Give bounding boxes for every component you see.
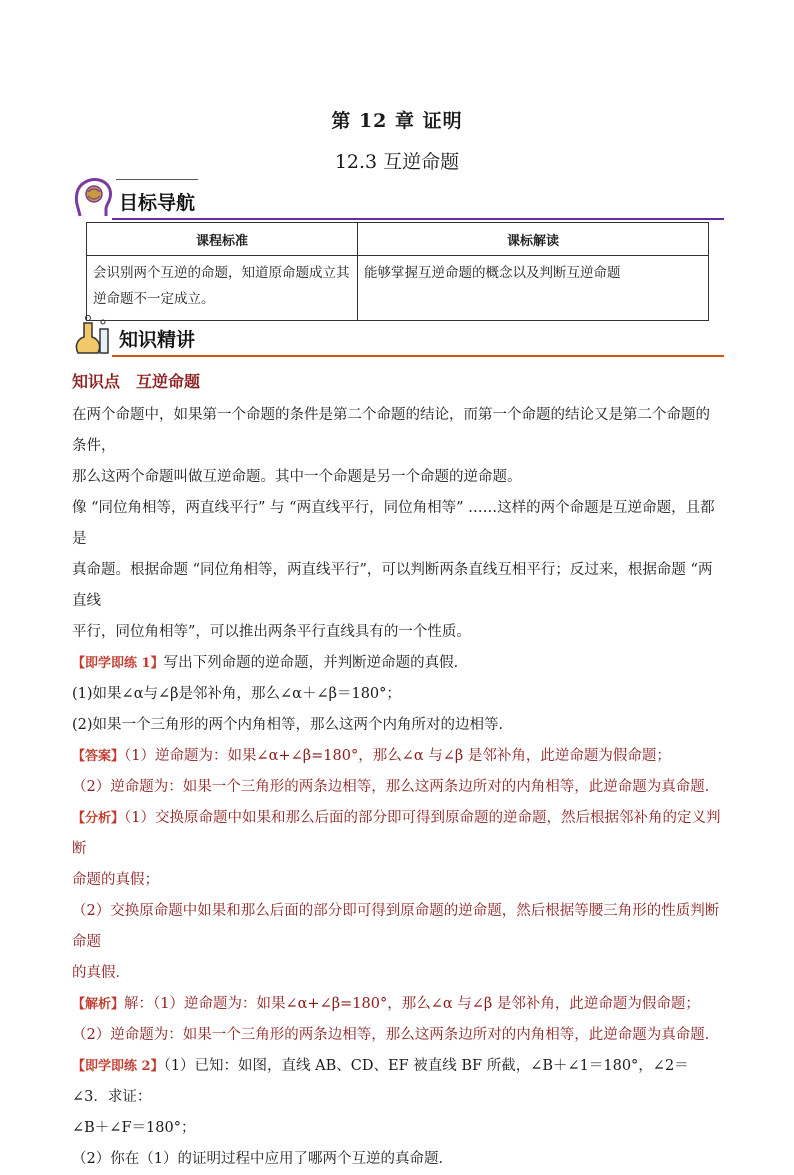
knowledge-point-title xyxy=(72,364,724,400)
knowledge-point-name: 互逆命题 xyxy=(136,372,201,391)
chapter-title: 第 12 章 证明 xyxy=(331,110,463,132)
example-line-1: 像 “同位角相等，两直线平行” 与 “两直线平行，同位角相等” ……这样的两个命题是互逆命题，且都是 xyxy=(72,500,715,547)
answer-line-2: （2）逆命题为：如果一个三角形的两条边相等，那么这两条边所对的内角相等，此逆命题为真命题． xyxy=(72,779,720,795)
goals-header xyxy=(72,176,724,220)
knowledge-point-label: 知识点 xyxy=(72,372,121,391)
knowledge-header-rule xyxy=(112,355,724,357)
col2-cell: 能够掌握互逆命题的概念以及判断互逆命题 xyxy=(358,256,709,321)
practice1-prompt-text: 写出下列命题的逆命题，并判断逆命题的真假． xyxy=(163,655,469,671)
solution-tag: 【解析】 xyxy=(72,997,125,1012)
analysis-line-2: 命题的真假； xyxy=(72,872,159,888)
answer-tag: 【答案】 xyxy=(72,749,125,764)
answer-line-1 xyxy=(72,741,724,772)
knowledge-header xyxy=(72,313,724,357)
practice2-q1-cont: ∠B＋∠F＝180°； xyxy=(72,1120,196,1136)
example-line-2: 真命题。根据命题 “同位角相等，两直线平行”，可以判断两条直线互相平行；反过来，根据命题 “两直线 xyxy=(72,562,713,609)
practice2-q2: （2）你在（1）的证明过程中应用了哪两个互逆的真命题． xyxy=(72,1151,453,1167)
definition-line-1: 在两个命题中，如果第一个命题的条件是第二个命题的结论，而第一个命题的结论又是第二个命题的条件， xyxy=(72,407,710,454)
header-top-rule xyxy=(116,179,198,180)
example-line-3: 平行，同位角相等”，可以推出两条平行直线具有的一个性质。 xyxy=(72,624,471,640)
answer-text-1: （1）逆命题为：如果∠α+∠β=180°，那么∠α 与∠β 是邻补角，此逆命题为假命题； xyxy=(124,748,671,764)
analysis-line-4: 的真假． xyxy=(72,965,130,981)
col1-cell: 会识别两个互逆的命题，知道原命题成立其逆命题不一定成立。 xyxy=(87,256,358,321)
definition-line-2: 那么这两个命题叫做互逆命题。其中一个命题是另一个命题的逆命题。 xyxy=(72,469,522,485)
practice1-prompt xyxy=(72,648,724,679)
practice1-q2: (2)如果一个三角形的两个内角相等，那么这两个内角所对的边相等． xyxy=(72,717,514,733)
analysis-line-3: （2）交换原命题中如果和那么后面的部分即可得到原命题的逆命题，然后根据等腰三角形的性质判断命题 xyxy=(72,903,720,950)
table-row xyxy=(87,256,709,321)
brain-head-icon xyxy=(72,176,114,220)
solution-line-1 xyxy=(72,989,724,1020)
knowledge-header-label: 知识精讲 xyxy=(119,329,196,351)
practice2-q1 xyxy=(72,1051,724,1113)
main-content xyxy=(72,364,724,1175)
analysis-line-1 xyxy=(72,803,724,865)
flask-icon xyxy=(72,313,114,357)
solution-text-1: 解：（1）逆命题为：如果∠α+∠β=180°，那么∠α 与∠β 是邻补角，此逆命题为假命题； xyxy=(124,996,700,1012)
practice2-tag: 【即学即练 2】 xyxy=(72,1059,164,1074)
col2-header: 课标解读 xyxy=(358,223,709,256)
section-title: 12.3 互逆命题 xyxy=(334,151,460,173)
analysis-text-1: （1）交换原命题中如果和那么后面的部分即可得到原命题的逆命题，然后根据邻补角的定义判断 xyxy=(72,810,721,857)
practice2-q1-text: （1）已知：如图，直线 AB、CD、EF 被直线 BF 所截，∠B＋∠1＝180°，∠2＝∠3．求证： xyxy=(72,1058,689,1105)
solution-line-2: （2）逆命题为：如果一个三角形的两条边相等，那么这两条边所对的内角相等，此逆命题为真命题． xyxy=(72,1027,720,1043)
practice1-q1: (1)如果∠α与∠β是邻补角，那么∠α＋∠β＝180°； xyxy=(72,686,401,702)
goals-header-rule xyxy=(112,218,724,220)
table-header-row xyxy=(87,223,709,256)
goals-header-label: 目标导航 xyxy=(119,192,196,214)
practice1-tag: 【即学即练 1】 xyxy=(72,656,164,671)
standards-table xyxy=(86,222,709,321)
analysis-tag: 【分析】 xyxy=(72,811,125,826)
col1-header: 课程标准 xyxy=(87,223,358,256)
